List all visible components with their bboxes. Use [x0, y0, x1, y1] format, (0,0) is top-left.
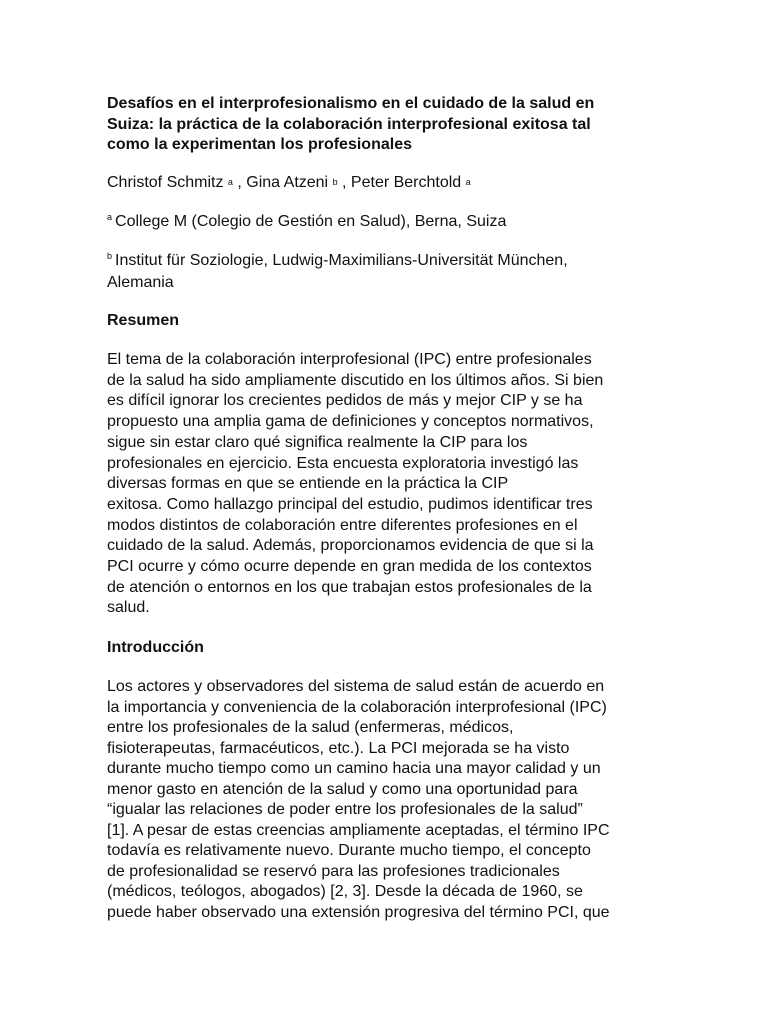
- paragraph-line: El tema de la colaboración interprofesional (IPC) entre profesionales: [107, 351, 592, 368]
- author-affiliation-mark: a: [465, 177, 471, 187]
- paragraph-line: “igualar las relaciones de poder entre los profesionales de la salud”: [107, 801, 583, 818]
- abstract-paragraph: [107, 350, 667, 619]
- author-affiliation-mark: a: [227, 177, 233, 187]
- paragraph-line: de profesionalidad se reservó para las profesiones tradicionales: [107, 862, 560, 880]
- paragraph-line: de la salud ha sido ampliamente discutido en los últimos años. Si bien: [107, 371, 604, 389]
- affiliation-b: [107, 251, 667, 293]
- title-line: Suiza: la práctica de la colaboración interprofesional exitosa tal: [107, 115, 591, 133]
- author-name: Christof Schmitz: [107, 174, 224, 191]
- paragraph-line: de atención o entornos en los que trabajan estos profesionales de la: [107, 578, 592, 596]
- paragraph-line: exitosa. Como hallazgo principal del estudio, pudimos identificar tres: [107, 495, 593, 513]
- paragraph-line: cuidado de la salud. Además, proporcionamos evidencia de que si la: [107, 537, 594, 555]
- paragraph-line: todavía es relativamente nuevo. Durante mucho tiempo, el concepto: [107, 842, 591, 859]
- paragraph-line: puede haber observado una extensión progresiva del término PCI, que: [107, 903, 610, 921]
- section-heading-resumen: Resumen: [107, 312, 180, 329]
- paragraph-line: (médicos, teólogos, abogados) [2, 3]. Desde la década de 1960, se: [107, 883, 583, 900]
- paragraph-line: modos distintos de colaboración entre diferentes profesiones en el: [107, 516, 578, 534]
- title-line: Desafíos en el interprofesionalismo en el cuidado de la salud en: [107, 95, 595, 112]
- paragraph-line: [1]. A pesar de estas creencias ampliamente aceptadas, el término IPC: [107, 821, 610, 839]
- author-name: Peter Berchtold: [350, 174, 462, 191]
- affiliation-text: College M (Colegio de Gestión en Salud), Berna, Suiza: [115, 213, 507, 230]
- paragraph-line: PCI ocurre y cómo ocurre depende en gran medida de los contextos: [107, 558, 592, 576]
- author-affiliation-mark: b: [332, 177, 338, 187]
- paragraph-line: diversas formas en que se entiende en la práctica la CIP: [107, 475, 509, 493]
- paragraph-line: sigue sin estar claro qué significa realmente la CIP para los: [107, 433, 528, 451]
- author-separator: ,: [342, 174, 351, 191]
- affiliation-mark: a: [107, 212, 113, 222]
- section-heading-introduccion: Introducción: [107, 639, 204, 656]
- paragraph-line: es difícil ignorar los crecientes pedidos de más y mejor CIP y se ha: [107, 392, 583, 410]
- paragraph-line: Los actores y observadores del sistema de salud están de acuerdo en: [107, 678, 605, 695]
- affiliation-a: [107, 212, 667, 234]
- author-separator: ,: [237, 174, 247, 191]
- paragraph-line: menor gasto en atención de la salud y como una oportunidad para: [107, 780, 578, 798]
- paragraph-line: salud.: [107, 599, 150, 617]
- author-name: Gina Atzeni: [246, 174, 329, 191]
- paragraph-line: fisioterapeutas, farmacéuticos, etc.). La PCI mejorada se ha visto: [107, 739, 570, 757]
- title-line: como la experimentan los profesionales: [107, 136, 412, 153]
- affiliation-text: Institut für Soziologie, Ludwig-Maximilians-Universität München,: [115, 252, 568, 269]
- paragraph-line: profesionales en ejercicio. Esta encuesta exploratoria investigó las: [107, 454, 579, 472]
- introduction-paragraph: [107, 677, 667, 923]
- paragraph-line: entre los profesionales de la salud (enfermeras, médicos,: [107, 719, 514, 736]
- document-title: [107, 94, 667, 156]
- paragraph-line: propuesto una amplia gama de definiciones y conceptos normativos,: [107, 413, 594, 431]
- author-list: [107, 173, 667, 194]
- affiliation-mark: b: [107, 251, 113, 261]
- paragraph-line: durante mucho tiempo como un camino hacia una mayor calidad y un: [107, 760, 601, 777]
- paragraph-line: la importancia y conveniencia de la colaboración interprofesional (IPC): [107, 698, 607, 716]
- affiliation-text: Alemania: [107, 273, 174, 291]
